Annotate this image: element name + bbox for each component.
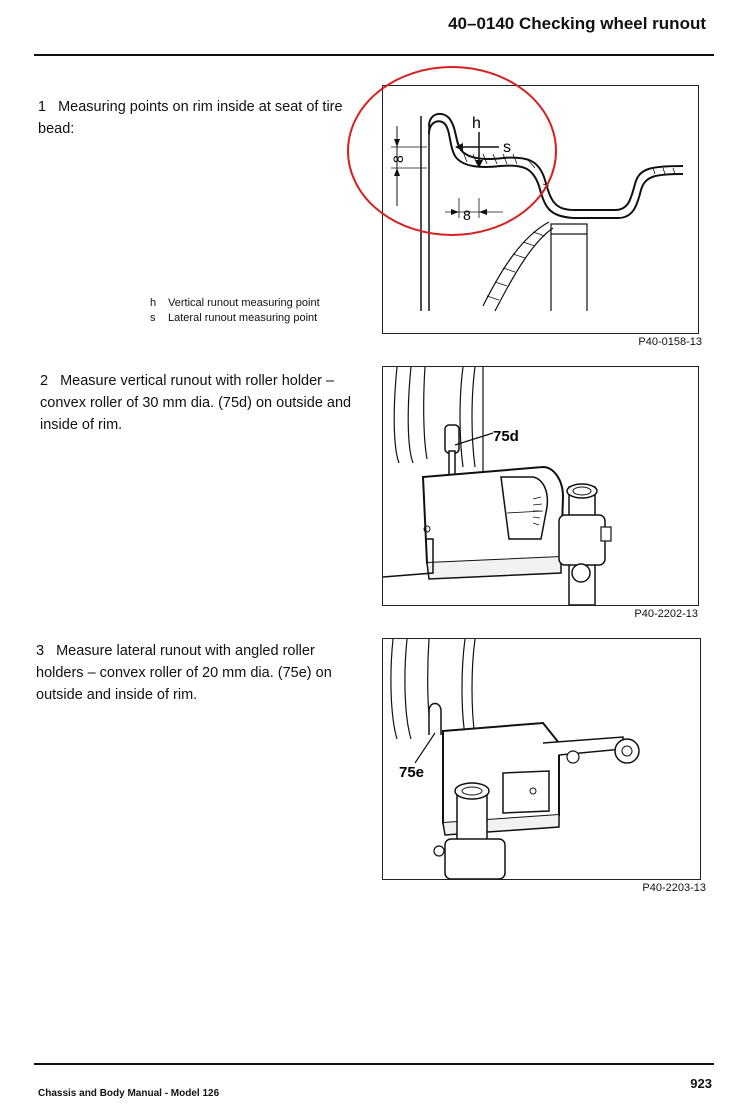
legend-text-h: Vertical runout measuring point (168, 297, 320, 309)
footer-divider (34, 1063, 714, 1065)
page-title: 40–0140 Checking wheel runout (448, 14, 706, 33)
step-2-line-1: Measure vertical runout with roller holder – (60, 373, 335, 389)
page-number: 923 (690, 1076, 712, 1091)
lateral-runout-drawing (383, 639, 700, 879)
step-3-line-2: holders – convex roller of 20 mm dia. (75e) on (36, 665, 332, 681)
legend-text-s: Lateral runout measuring point (168, 312, 318, 324)
step-2-number: 2 (40, 373, 49, 389)
vertical-runout-drawing (383, 367, 698, 605)
figure-2-code: P40-2202-13 (634, 608, 698, 620)
step-2-text (40, 370, 370, 436)
footer-manual-title: Chassis and Body Manual - Model 126 (38, 1088, 220, 1099)
step-3-line-3: outside and inside of rim. (36, 687, 198, 703)
callout-75d: 75d (493, 428, 519, 445)
dimension-horizontal: 8 (463, 207, 471, 223)
step-1-line-2: bead: (38, 121, 75, 137)
step-1-number: 1 (38, 99, 47, 115)
callout-75e: 75e (399, 764, 425, 781)
figure-3-code: P40-2203-13 (642, 882, 706, 894)
step-3-number: 3 (36, 643, 45, 659)
step-2-line-3: inside of rim. (40, 417, 123, 433)
legend-key-h: h (150, 297, 157, 309)
figure-2-vertical-runout (382, 366, 699, 606)
step-1-line-1: Measuring points on rim inside at seat of tire (58, 99, 343, 115)
legend-key-s: s (150, 312, 156, 324)
figure-3-lateral-runout (382, 638, 701, 880)
step-2-line-2: convex roller of 30 mm dia. (75d) on outside and (40, 395, 352, 411)
step-3-line-1: Measure lateral runout with angled roller (56, 643, 315, 659)
dimension-vertical: 8 (390, 155, 406, 163)
label-h: h (472, 115, 481, 132)
figure-1-code: P40-0158-13 (638, 336, 702, 348)
label-s: s (503, 139, 511, 156)
step-3-text (36, 640, 366, 706)
